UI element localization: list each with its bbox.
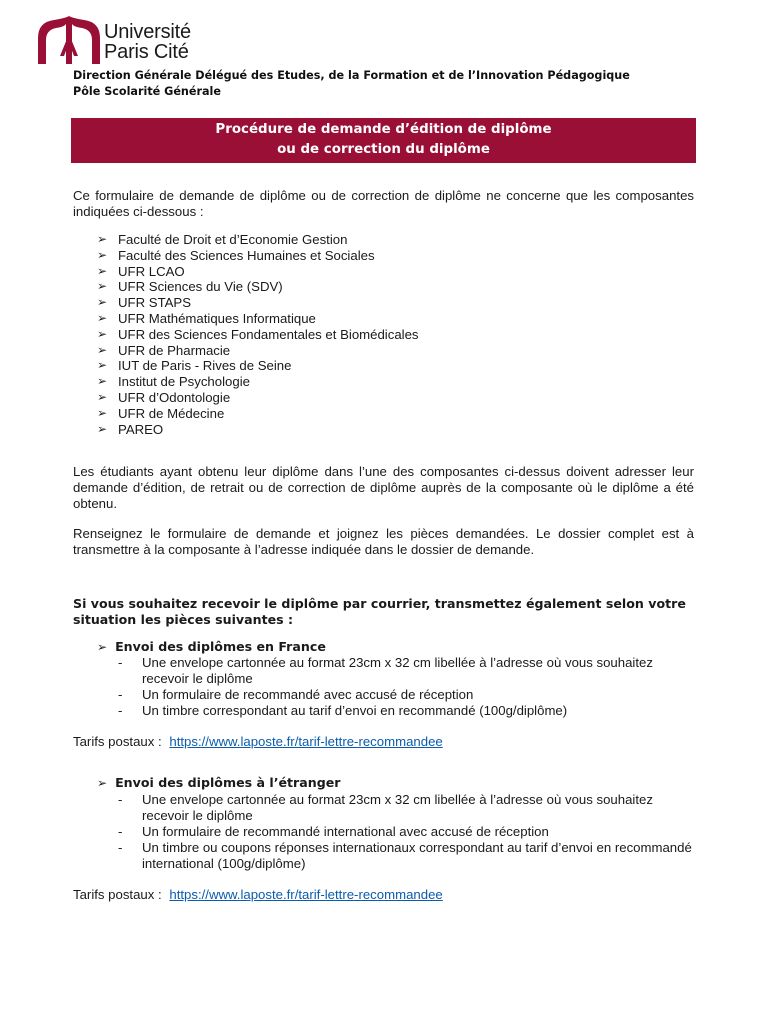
list-item: ➢ UFR STAPS — [97, 295, 192, 311]
arrow-bullet-icon: ➢ — [97, 421, 108, 436]
list-item: - Un timbre ou coupons réponses internationaux correspondant au tarif d’envoi en recommandé international (100g/diplôme) — [118, 840, 692, 871]
arrow-bullet-icon: ➢ — [97, 326, 108, 341]
department-header — [73, 68, 630, 100]
arrow-bullet-icon: ➢ — [97, 247, 108, 262]
tarifs-link[interactable]: https://www.laposte.fr/tarif-lettre-recommandee — [169, 887, 443, 902]
mail-instructions: Si vous souhaitez recevoir le diplôme par courrier, transmettez également selon votre situation les pièces suivantes : — [73, 596, 686, 627]
intro-paragraph: Ce formulaire de demande de diplôme ou de correction de diplôme ne concerne que les composantes indiquées ci-dessous : — [73, 188, 694, 219]
list-item: - Une envelope cartonnée au format 23cm x 32 cm libellée à l’adresse où vous souhaitez recevoir le diplôme — [118, 655, 653, 686]
logo-text — [104, 22, 191, 62]
logo-emblem-icon — [36, 16, 102, 66]
tarifs-abroad — [73, 887, 443, 903]
arrow-bullet-icon: ➢ — [97, 640, 108, 654]
list-item: - Un timbre correspondant au tarif d’envoi en recommandé (100g/diplôme) — [118, 703, 568, 718]
tarifs-link[interactable]: https://www.laposte.fr/tarif-lettre-recommandee — [169, 734, 443, 749]
arrow-bullet-icon: ➢ — [97, 358, 108, 373]
list-item: ➢ IUT de Paris - Rives de Seine — [97, 358, 292, 374]
list-item: ➢ Institut de Psychologie — [97, 374, 250, 390]
arrow-bullet-icon: ➢ — [97, 263, 108, 278]
arrow-bullet-icon: ➢ — [97, 232, 108, 246]
abroad-requirements-list — [118, 792, 702, 872]
arrow-bullet-icon: ➢ — [97, 405, 108, 420]
list-item: ➢ UFR des Sciences Fondamentales et Biomédicales — [97, 326, 419, 342]
department-name: Direction Générale Délégué des Etudes, de la Formation et de l’Innovation Pédagogique — [73, 69, 630, 82]
list-item: ➢ UFR LCAO — [97, 263, 185, 279]
france-section-title: ➢ Envoi des diplômes en France — [97, 639, 326, 654]
arrow-bullet-icon: ➢ — [97, 389, 108, 404]
title-line1: Procédure de demande d’édition de diplôme — [215, 122, 552, 137]
arrow-bullet-icon: ➢ — [97, 295, 108, 310]
list-item: ➢ UFR Sciences du Vie (SDV) — [97, 279, 283, 295]
form-paragraph: Renseignez le formulaire de demande et joignez les pièces demandées. Le dossier complet est à transmettre à la composante à l’adresse indiquée dans le dossier de demande. — [73, 526, 694, 557]
arrow-bullet-icon: ➢ — [97, 310, 108, 325]
list-item: ➢ UFR d’Odontologie — [97, 389, 231, 405]
list-item: ➢ UFR de Médecine — [97, 405, 225, 421]
title-banner — [71, 118, 696, 163]
list-item: ➢ UFR Mathématiques Informatique — [97, 310, 316, 326]
title-line2: ou de correction du diplôme — [277, 142, 490, 157]
components-list — [97, 232, 419, 437]
university-logo — [36, 16, 216, 66]
list-item: ➢ PAREO — [97, 421, 164, 437]
service-name: Pôle Scolarité Générale — [73, 85, 221, 98]
logo-line1: Université — [104, 21, 191, 43]
arrow-bullet-icon: ➢ — [97, 279, 108, 294]
tarifs-label: Tarifs postaux : — [73, 887, 162, 902]
arrow-bullet-icon: ➢ — [97, 374, 108, 389]
list-item: - Une envelope cartonnée au format 23cm x 32 cm libellée à l’adresse où vous souhaitez recevoir le diplôme — [118, 792, 653, 823]
list-item: ➢ Faculté de Droit et d’Economie Gestion — [97, 232, 348, 247]
tarifs-france — [73, 734, 443, 750]
arrow-bullet-icon: ➢ — [97, 776, 108, 790]
france-requirements-list — [118, 655, 702, 719]
logo-line2: Paris Cité — [104, 41, 189, 63]
list-item: - Un formulaire de recommandé avec accusé de réception — [118, 687, 474, 702]
list-item: - Un formulaire de recommandé international avec accusé de réception — [118, 824, 549, 839]
abroad-section-title: ➢ Envoi des diplômes à l’étranger — [97, 775, 341, 790]
list-item: ➢ Faculté des Sciences Humaines et Sociales — [97, 247, 375, 263]
arrow-bullet-icon: ➢ — [97, 342, 108, 357]
students-paragraph: Les étudiants ayant obtenu leur diplôme dans l’une des composantes ci-dessus doivent adresser leur demande d’édition, de retrait ou de correction de diplôme auprès de la composante où le diplôme a été obtenu. — [73, 464, 694, 511]
list-item: ➢ UFR de Pharmacie — [97, 342, 231, 358]
tarifs-label: Tarifs postaux : — [73, 734, 162, 749]
